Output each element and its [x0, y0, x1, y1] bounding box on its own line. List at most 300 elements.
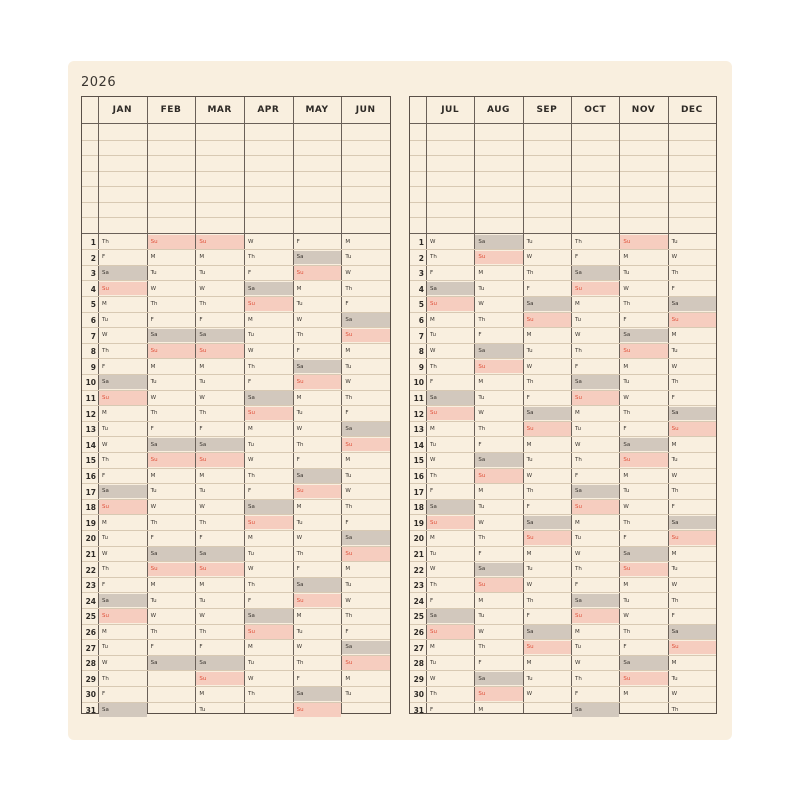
day-cell-mar-2[interactable]: M	[199, 254, 205, 261]
day-cell-jun-25[interactable]: Th	[345, 613, 353, 620]
day-cell-nov-2[interactable]: M	[623, 254, 629, 261]
day-cell-may-17[interactable]: Su	[294, 485, 342, 499]
day-cell-jul-7[interactable]: Tu	[430, 332, 437, 339]
day-cell-oct-7[interactable]: W	[575, 332, 581, 339]
day-cell-aug-28[interactable]: F	[478, 659, 482, 666]
day-cell-jun-7[interactable]: Su	[342, 329, 390, 343]
day-cell-oct-25[interactable]: Su	[572, 609, 619, 623]
day-cell-dec-22[interactable]: Tu	[671, 566, 678, 573]
day-cell-dec-1[interactable]: Tu	[671, 238, 678, 245]
day-cell-sep-2[interactable]: W	[526, 254, 533, 261]
day-cell-jul-26[interactable]: Su	[427, 625, 474, 639]
day-cell-mar-26[interactable]: Th	[199, 628, 207, 635]
day-cell-mar-8[interactable]: Su	[196, 344, 244, 358]
day-cell-may-11[interactable]: M	[296, 394, 302, 401]
day-cell-jun-4[interactable]: Th	[345, 285, 353, 292]
day-cell-feb-11[interactable]: W	[150, 394, 157, 401]
day-cell-aug-9[interactable]: Su	[475, 360, 522, 374]
day-cell-aug-20[interactable]: Th	[478, 535, 486, 542]
day-cell-oct-30[interactable]: F	[575, 691, 579, 698]
day-cell-jun-24[interactable]: W	[345, 597, 351, 604]
day-cell-aug-11[interactable]: Tu	[478, 394, 485, 401]
day-cell-oct-12[interactable]: M	[575, 410, 580, 417]
day-cell-jun-5[interactable]: F	[345, 301, 349, 308]
day-cell-may-3[interactable]: Su	[294, 266, 342, 280]
day-cell-oct-20[interactable]: Tu	[575, 535, 582, 542]
day-cell-sep-12[interactable]: Sa	[524, 407, 571, 421]
day-cell-oct-13[interactable]: Tu	[575, 425, 582, 432]
day-cell-feb-28[interactable]: Sa	[148, 656, 196, 670]
day-cell-may-19[interactable]: Tu	[296, 519, 303, 526]
day-cell-apr-28[interactable]: Tu	[248, 659, 255, 666]
day-cell-apr-25[interactable]: Sa	[245, 609, 293, 623]
day-cell-nov-25[interactable]: W	[623, 613, 629, 620]
day-cell-apr-15[interactable]: W	[248, 457, 254, 464]
day-cell-nov-9[interactable]: M	[623, 363, 629, 370]
day-cell-nov-15[interactable]: Su	[620, 453, 667, 467]
day-cell-jun-19[interactable]: F	[345, 519, 349, 526]
day-cell-apr-9[interactable]: Th	[248, 363, 255, 370]
day-cell-feb-7[interactable]: Sa	[148, 329, 196, 343]
day-cell-aug-22[interactable]: Sa	[475, 563, 522, 577]
day-cell-feb-21[interactable]: Sa	[148, 547, 196, 561]
day-cell-apr-19[interactable]: Su	[245, 516, 293, 530]
day-cell-apr-11[interactable]: Sa	[245, 391, 293, 405]
day-cell-mar-27[interactable]: F	[199, 644, 203, 651]
day-cell-jul-24[interactable]: F	[430, 597, 434, 604]
day-cell-apr-22[interactable]: W	[248, 566, 254, 573]
day-cell-jan-1[interactable]: Th	[102, 238, 109, 245]
day-cell-oct-31[interactable]: Sa	[572, 703, 619, 717]
day-cell-sep-5[interactable]: Sa	[524, 297, 571, 311]
day-cell-nov-24[interactable]: Tu	[623, 597, 630, 604]
day-cell-oct-22[interactable]: Th	[575, 566, 582, 573]
day-cell-mar-28[interactable]: Sa	[196, 656, 244, 670]
day-cell-sep-19[interactable]: Sa	[524, 516, 571, 530]
day-cell-jul-25[interactable]: Sa	[427, 609, 474, 623]
day-cell-jun-15[interactable]: M	[345, 457, 351, 464]
day-cell-sep-15[interactable]: Tu	[526, 457, 533, 464]
day-cell-dec-10[interactable]: Th	[671, 379, 679, 386]
day-cell-oct-5[interactable]: M	[575, 301, 580, 308]
day-cell-jul-3[interactable]: F	[430, 269, 434, 276]
day-cell-jan-10[interactable]: Sa	[99, 375, 147, 389]
day-cell-nov-26[interactable]: Th	[623, 628, 631, 635]
day-cell-sep-1[interactable]: Tu	[526, 238, 533, 245]
day-cell-jul-5[interactable]: Su	[427, 297, 474, 311]
day-cell-nov-14[interactable]: Sa	[620, 438, 667, 452]
day-cell-apr-24[interactable]: F	[248, 597, 252, 604]
day-cell-feb-5[interactable]: Th	[150, 301, 158, 308]
day-cell-aug-16[interactable]: Su	[475, 469, 522, 483]
day-cell-jul-21[interactable]: Tu	[430, 550, 437, 557]
day-cell-jan-27[interactable]: Tu	[102, 644, 109, 651]
day-cell-jan-30[interactable]: F	[102, 691, 106, 698]
day-cell-nov-28[interactable]: Sa	[620, 656, 667, 670]
day-cell-feb-16[interactable]: M	[150, 472, 156, 479]
day-cell-may-24[interactable]: Su	[294, 594, 342, 608]
day-cell-oct-29[interactable]: Th	[575, 675, 582, 682]
day-cell-jul-2[interactable]: Th	[430, 254, 437, 261]
day-cell-feb-9[interactable]: M	[150, 363, 156, 370]
day-cell-sep-4[interactable]: F	[526, 285, 530, 292]
day-cell-dec-23[interactable]: W	[671, 581, 678, 588]
day-cell-nov-16[interactable]: M	[623, 472, 629, 479]
day-cell-oct-19[interactable]: M	[575, 519, 580, 526]
day-cell-may-6[interactable]: W	[296, 316, 303, 323]
day-cell-jul-4[interactable]: Sa	[427, 282, 474, 296]
day-cell-oct-15[interactable]: Th	[575, 457, 582, 464]
day-cell-sep-8[interactable]: Tu	[526, 347, 533, 354]
day-cell-aug-23[interactable]: Su	[475, 578, 522, 592]
day-cell-jun-10[interactable]: W	[345, 379, 351, 386]
day-cell-dec-7[interactable]: M	[671, 332, 677, 339]
day-cell-apr-6[interactable]: M	[248, 316, 253, 323]
day-cell-apr-5[interactable]: Su	[245, 297, 293, 311]
day-cell-oct-27[interactable]: Tu	[575, 644, 582, 651]
day-cell-oct-14[interactable]: W	[575, 441, 581, 448]
day-cell-mar-7[interactable]: Sa	[196, 329, 244, 343]
day-cell-may-2[interactable]: Sa	[294, 251, 342, 265]
day-cell-jan-11[interactable]: Su	[99, 391, 147, 405]
day-cell-may-26[interactable]: Tu	[296, 628, 303, 635]
day-cell-jul-14[interactable]: Tu	[430, 441, 437, 448]
day-cell-dec-12[interactable]: Sa	[669, 407, 716, 421]
day-cell-mar-29[interactable]: Su	[196, 672, 244, 686]
day-cell-oct-17[interactable]: Sa	[572, 485, 619, 499]
day-cell-jul-29[interactable]: W	[430, 675, 436, 682]
day-cell-oct-21[interactable]: W	[575, 550, 581, 557]
day-cell-jul-19[interactable]: Su	[427, 516, 474, 530]
day-cell-apr-18[interactable]: Sa	[245, 500, 293, 514]
day-cell-apr-2[interactable]: Th	[248, 254, 255, 261]
day-cell-oct-18[interactable]: Su	[572, 500, 619, 514]
day-cell-aug-27[interactable]: Th	[478, 644, 486, 651]
day-cell-sep-20[interactable]: Su	[524, 531, 571, 545]
day-cell-mar-11[interactable]: W	[199, 394, 205, 401]
day-cell-jan-6[interactable]: Tu	[102, 316, 109, 323]
day-cell-jun-22[interactable]: M	[345, 566, 351, 573]
day-cell-may-22[interactable]: F	[296, 566, 300, 573]
day-cell-dec-6[interactable]: Su	[669, 313, 716, 327]
day-cell-may-15[interactable]: F	[296, 457, 300, 464]
day-cell-apr-23[interactable]: Th	[248, 581, 255, 588]
day-cell-sep-11[interactable]: F	[526, 394, 530, 401]
day-cell-jul-20[interactable]: M	[430, 535, 435, 542]
day-cell-dec-2[interactable]: W	[671, 254, 678, 261]
day-cell-may-27[interactable]: W	[296, 644, 303, 651]
day-cell-aug-26[interactable]: W	[478, 628, 484, 635]
day-cell-jan-12[interactable]: M	[102, 410, 107, 417]
day-cell-jan-16[interactable]: F	[102, 472, 106, 479]
day-cell-apr-26[interactable]: Su	[245, 625, 293, 639]
day-cell-mar-4[interactable]: W	[199, 285, 205, 292]
day-cell-mar-10[interactable]: Tu	[199, 379, 206, 386]
day-cell-sep-23[interactable]: W	[526, 581, 533, 588]
day-cell-jul-28[interactable]: Tu	[430, 659, 437, 666]
day-cell-jun-29[interactable]: M	[345, 675, 351, 682]
day-cell-apr-27[interactable]: M	[248, 644, 253, 651]
day-cell-aug-30[interactable]: Su	[475, 687, 522, 701]
day-cell-jan-7[interactable]: W	[102, 332, 108, 339]
day-cell-dec-13[interactable]: Su	[669, 422, 716, 436]
day-cell-feb-20[interactable]: F	[150, 535, 154, 542]
day-cell-nov-21[interactable]: Sa	[620, 547, 667, 561]
day-cell-jan-24[interactable]: Sa	[99, 594, 147, 608]
day-cell-sep-28[interactable]: M	[526, 659, 532, 666]
day-cell-may-7[interactable]: Th	[296, 332, 304, 339]
day-cell-jul-10[interactable]: F	[430, 379, 434, 386]
day-cell-jun-11[interactable]: Th	[345, 394, 353, 401]
day-cell-feb-13[interactable]: F	[150, 425, 154, 432]
day-cell-oct-4[interactable]: Su	[572, 282, 619, 296]
day-cell-mar-30[interactable]: M	[199, 691, 205, 698]
day-cell-jul-11[interactable]: Sa	[427, 391, 474, 405]
day-cell-jan-26[interactable]: M	[102, 628, 107, 635]
day-cell-apr-7[interactable]: Tu	[248, 332, 255, 339]
day-cell-dec-8[interactable]: Tu	[671, 347, 678, 354]
day-cell-dec-4[interactable]: F	[671, 285, 675, 292]
day-cell-may-28[interactable]: Th	[296, 659, 304, 666]
day-cell-mar-20[interactable]: F	[199, 535, 203, 542]
day-cell-feb-27[interactable]: F	[150, 644, 154, 651]
day-cell-may-10[interactable]: Su	[294, 375, 342, 389]
day-cell-jan-14[interactable]: W	[102, 441, 108, 448]
day-cell-feb-26[interactable]: Th	[150, 628, 158, 635]
day-cell-jan-9[interactable]: F	[102, 363, 106, 370]
day-cell-dec-29[interactable]: Tu	[671, 675, 678, 682]
day-cell-dec-3[interactable]: Th	[671, 269, 679, 276]
day-cell-sep-30[interactable]: W	[526, 691, 533, 698]
day-cell-jan-2[interactable]: F	[102, 254, 106, 261]
day-cell-nov-30[interactable]: M	[623, 691, 629, 698]
day-cell-nov-3[interactable]: Tu	[623, 269, 630, 276]
day-cell-mar-13[interactable]: F	[199, 425, 203, 432]
day-cell-jul-6[interactable]: M	[430, 316, 435, 323]
day-cell-nov-29[interactable]: Su	[620, 672, 667, 686]
day-cell-feb-8[interactable]: Su	[148, 344, 196, 358]
day-cell-apr-4[interactable]: Sa	[245, 282, 293, 296]
day-cell-feb-14[interactable]: Sa	[148, 438, 196, 452]
day-cell-nov-11[interactable]: W	[623, 394, 629, 401]
day-cell-dec-19[interactable]: Sa	[669, 516, 716, 530]
day-cell-may-16[interactable]: Sa	[294, 469, 342, 483]
day-cell-mar-1[interactable]: Su	[196, 235, 244, 249]
day-cell-feb-19[interactable]: Th	[150, 519, 158, 526]
day-cell-apr-3[interactable]: F	[248, 269, 252, 276]
day-cell-sep-6[interactable]: Su	[524, 313, 571, 327]
day-cell-dec-16[interactable]: W	[671, 472, 678, 479]
day-cell-aug-13[interactable]: Th	[478, 425, 486, 432]
day-cell-jan-20[interactable]: Tu	[102, 535, 109, 542]
day-cell-jan-25[interactable]: Su	[99, 609, 147, 623]
day-cell-jan-17[interactable]: Sa	[99, 485, 147, 499]
day-cell-apr-10[interactable]: F	[248, 379, 252, 386]
day-cell-nov-5[interactable]: Th	[623, 301, 631, 308]
day-cell-oct-8[interactable]: Th	[575, 347, 582, 354]
day-cell-aug-18[interactable]: Tu	[478, 503, 485, 510]
day-cell-dec-28[interactable]: M	[671, 659, 677, 666]
day-cell-jan-5[interactable]: M	[102, 301, 107, 308]
day-cell-feb-18[interactable]: W	[150, 503, 157, 510]
day-cell-mar-31[interactable]: Tu	[199, 706, 206, 713]
day-cell-may-30[interactable]: Sa	[294, 687, 342, 701]
day-cell-nov-20[interactable]: F	[623, 535, 627, 542]
day-cell-jun-1[interactable]: M	[345, 238, 351, 245]
day-cell-may-5[interactable]: Tu	[296, 301, 303, 308]
day-cell-nov-8[interactable]: Su	[620, 344, 667, 358]
day-cell-may-20[interactable]: W	[296, 535, 303, 542]
day-cell-aug-17[interactable]: M	[478, 488, 484, 495]
day-cell-oct-16[interactable]: F	[575, 472, 579, 479]
day-cell-aug-7[interactable]: F	[478, 332, 482, 339]
day-cell-apr-12[interactable]: Su	[245, 407, 293, 421]
day-cell-aug-31[interactable]: M	[478, 706, 484, 713]
day-cell-jun-3[interactable]: W	[345, 269, 351, 276]
day-cell-jun-27[interactable]: Sa	[342, 641, 390, 655]
day-cell-apr-1[interactable]: W	[248, 238, 254, 245]
day-cell-sep-16[interactable]: W	[526, 472, 533, 479]
day-cell-sep-21[interactable]: M	[526, 550, 532, 557]
day-cell-jan-31[interactable]: Sa	[99, 703, 147, 717]
day-cell-feb-10[interactable]: Tu	[150, 379, 157, 386]
day-cell-sep-18[interactable]: F	[526, 503, 530, 510]
day-cell-jul-1[interactable]: W	[430, 238, 436, 245]
day-cell-jun-12[interactable]: F	[345, 410, 349, 417]
day-cell-feb-12[interactable]: Th	[150, 410, 158, 417]
day-cell-mar-5[interactable]: Th	[199, 301, 207, 308]
day-cell-feb-3[interactable]: Tu	[150, 269, 157, 276]
day-cell-sep-29[interactable]: Tu	[526, 675, 533, 682]
day-cell-aug-12[interactable]: W	[478, 410, 484, 417]
day-cell-jul-22[interactable]: W	[430, 566, 436, 573]
day-cell-dec-31[interactable]: Th	[671, 706, 679, 713]
day-cell-jan-15[interactable]: Th	[102, 457, 109, 464]
day-cell-sep-24[interactable]: Th	[526, 597, 534, 604]
day-cell-jan-18[interactable]: Su	[99, 500, 147, 514]
day-cell-feb-25[interactable]: W	[150, 613, 157, 620]
day-cell-jan-8[interactable]: Th	[102, 347, 109, 354]
day-cell-feb-17[interactable]: Tu	[150, 488, 157, 495]
day-cell-mar-9[interactable]: M	[199, 363, 205, 370]
day-cell-dec-11[interactable]: F	[671, 394, 675, 401]
day-cell-dec-27[interactable]: Su	[669, 641, 716, 655]
day-cell-mar-23[interactable]: M	[199, 581, 205, 588]
day-cell-mar-18[interactable]: W	[199, 503, 205, 510]
day-cell-mar-25[interactable]: W	[199, 613, 205, 620]
day-cell-jan-21[interactable]: W	[102, 550, 108, 557]
day-cell-aug-5[interactable]: W	[478, 301, 484, 308]
day-cell-apr-17[interactable]: F	[248, 488, 252, 495]
day-cell-nov-23[interactable]: M	[623, 581, 629, 588]
day-cell-mar-22[interactable]: Su	[196, 563, 244, 577]
day-cell-nov-10[interactable]: Tu	[623, 379, 630, 386]
day-cell-sep-13[interactable]: Su	[524, 422, 571, 436]
day-cell-dec-25[interactable]: F	[671, 613, 675, 620]
day-cell-apr-20[interactable]: M	[248, 535, 253, 542]
day-cell-aug-21[interactable]: F	[478, 550, 482, 557]
day-cell-sep-22[interactable]: Tu	[526, 566, 533, 573]
day-cell-apr-14[interactable]: Tu	[248, 441, 255, 448]
day-cell-may-21[interactable]: Th	[296, 550, 304, 557]
day-cell-jul-31[interactable]: F	[430, 706, 434, 713]
day-cell-jul-12[interactable]: Su	[427, 407, 474, 421]
day-cell-jun-13[interactable]: Sa	[342, 422, 390, 436]
day-cell-jun-17[interactable]: W	[345, 488, 351, 495]
day-cell-aug-2[interactable]: Su	[475, 251, 522, 265]
day-cell-aug-8[interactable]: Sa	[475, 344, 522, 358]
day-cell-jan-28[interactable]: W	[102, 659, 108, 666]
day-cell-dec-17[interactable]: Th	[671, 488, 679, 495]
day-cell-oct-2[interactable]: F	[575, 254, 579, 261]
day-cell-jan-22[interactable]: Th	[102, 566, 109, 573]
day-cell-sep-10[interactable]: Th	[526, 379, 534, 386]
day-cell-jun-2[interactable]: Tu	[345, 254, 352, 261]
day-cell-feb-23[interactable]: M	[150, 581, 156, 588]
day-cell-aug-25[interactable]: Tu	[478, 613, 485, 620]
day-cell-may-9[interactable]: Sa	[294, 360, 342, 374]
day-cell-may-25[interactable]: M	[296, 613, 302, 620]
day-cell-jun-6[interactable]: Sa	[342, 313, 390, 327]
day-cell-mar-16[interactable]: M	[199, 472, 205, 479]
day-cell-jun-9[interactable]: Tu	[345, 363, 352, 370]
day-cell-oct-24[interactable]: Sa	[572, 594, 619, 608]
day-cell-aug-15[interactable]: Sa	[475, 453, 522, 467]
day-cell-jun-16[interactable]: Tu	[345, 472, 352, 479]
day-cell-jun-28[interactable]: Su	[342, 656, 390, 670]
day-cell-aug-4[interactable]: Tu	[478, 285, 485, 292]
day-cell-may-13[interactable]: W	[296, 425, 303, 432]
day-cell-nov-1[interactable]: Su	[620, 235, 667, 249]
day-cell-feb-22[interactable]: Su	[148, 563, 196, 577]
day-cell-feb-6[interactable]: F	[150, 316, 154, 323]
day-cell-feb-24[interactable]: Tu	[150, 597, 157, 604]
day-cell-dec-20[interactable]: Su	[669, 531, 716, 545]
day-cell-jul-23[interactable]: Th	[430, 581, 437, 588]
day-cell-nov-19[interactable]: Th	[623, 519, 631, 526]
day-cell-aug-19[interactable]: W	[478, 519, 484, 526]
day-cell-aug-14[interactable]: F	[478, 441, 482, 448]
day-cell-mar-17[interactable]: Tu	[199, 488, 206, 495]
day-cell-mar-21[interactable]: Sa	[196, 547, 244, 561]
day-cell-aug-29[interactable]: Sa	[475, 672, 522, 686]
day-cell-jul-8[interactable]: W	[430, 347, 436, 354]
day-cell-may-1[interactable]: F	[296, 238, 300, 245]
day-cell-apr-29[interactable]: W	[248, 675, 254, 682]
day-cell-oct-6[interactable]: Tu	[575, 316, 582, 323]
day-cell-may-31[interactable]: Su	[294, 703, 342, 717]
day-cell-jun-23[interactable]: Tu	[345, 581, 352, 588]
day-cell-jan-3[interactable]: Sa	[99, 266, 147, 280]
day-cell-dec-5[interactable]: Sa	[669, 297, 716, 311]
day-cell-dec-24[interactable]: Th	[671, 597, 679, 604]
day-cell-feb-15[interactable]: Su	[148, 453, 196, 467]
day-cell-feb-1[interactable]: Su	[148, 235, 196, 249]
day-cell-may-23[interactable]: Sa	[294, 578, 342, 592]
day-cell-may-29[interactable]: F	[296, 675, 300, 682]
day-cell-nov-17[interactable]: Tu	[623, 488, 630, 495]
day-cell-dec-30[interactable]: W	[671, 691, 678, 698]
day-cell-aug-3[interactable]: M	[478, 269, 484, 276]
day-cell-may-12[interactable]: Tu	[296, 410, 303, 417]
day-cell-aug-6[interactable]: Th	[478, 316, 486, 323]
day-cell-nov-27[interactable]: F	[623, 644, 627, 651]
day-cell-oct-26[interactable]: M	[575, 628, 580, 635]
day-cell-sep-26[interactable]: Sa	[524, 625, 571, 639]
day-cell-oct-10[interactable]: Sa	[572, 375, 619, 389]
day-cell-aug-1[interactable]: Sa	[475, 235, 522, 249]
day-cell-mar-24[interactable]: Tu	[199, 597, 206, 604]
